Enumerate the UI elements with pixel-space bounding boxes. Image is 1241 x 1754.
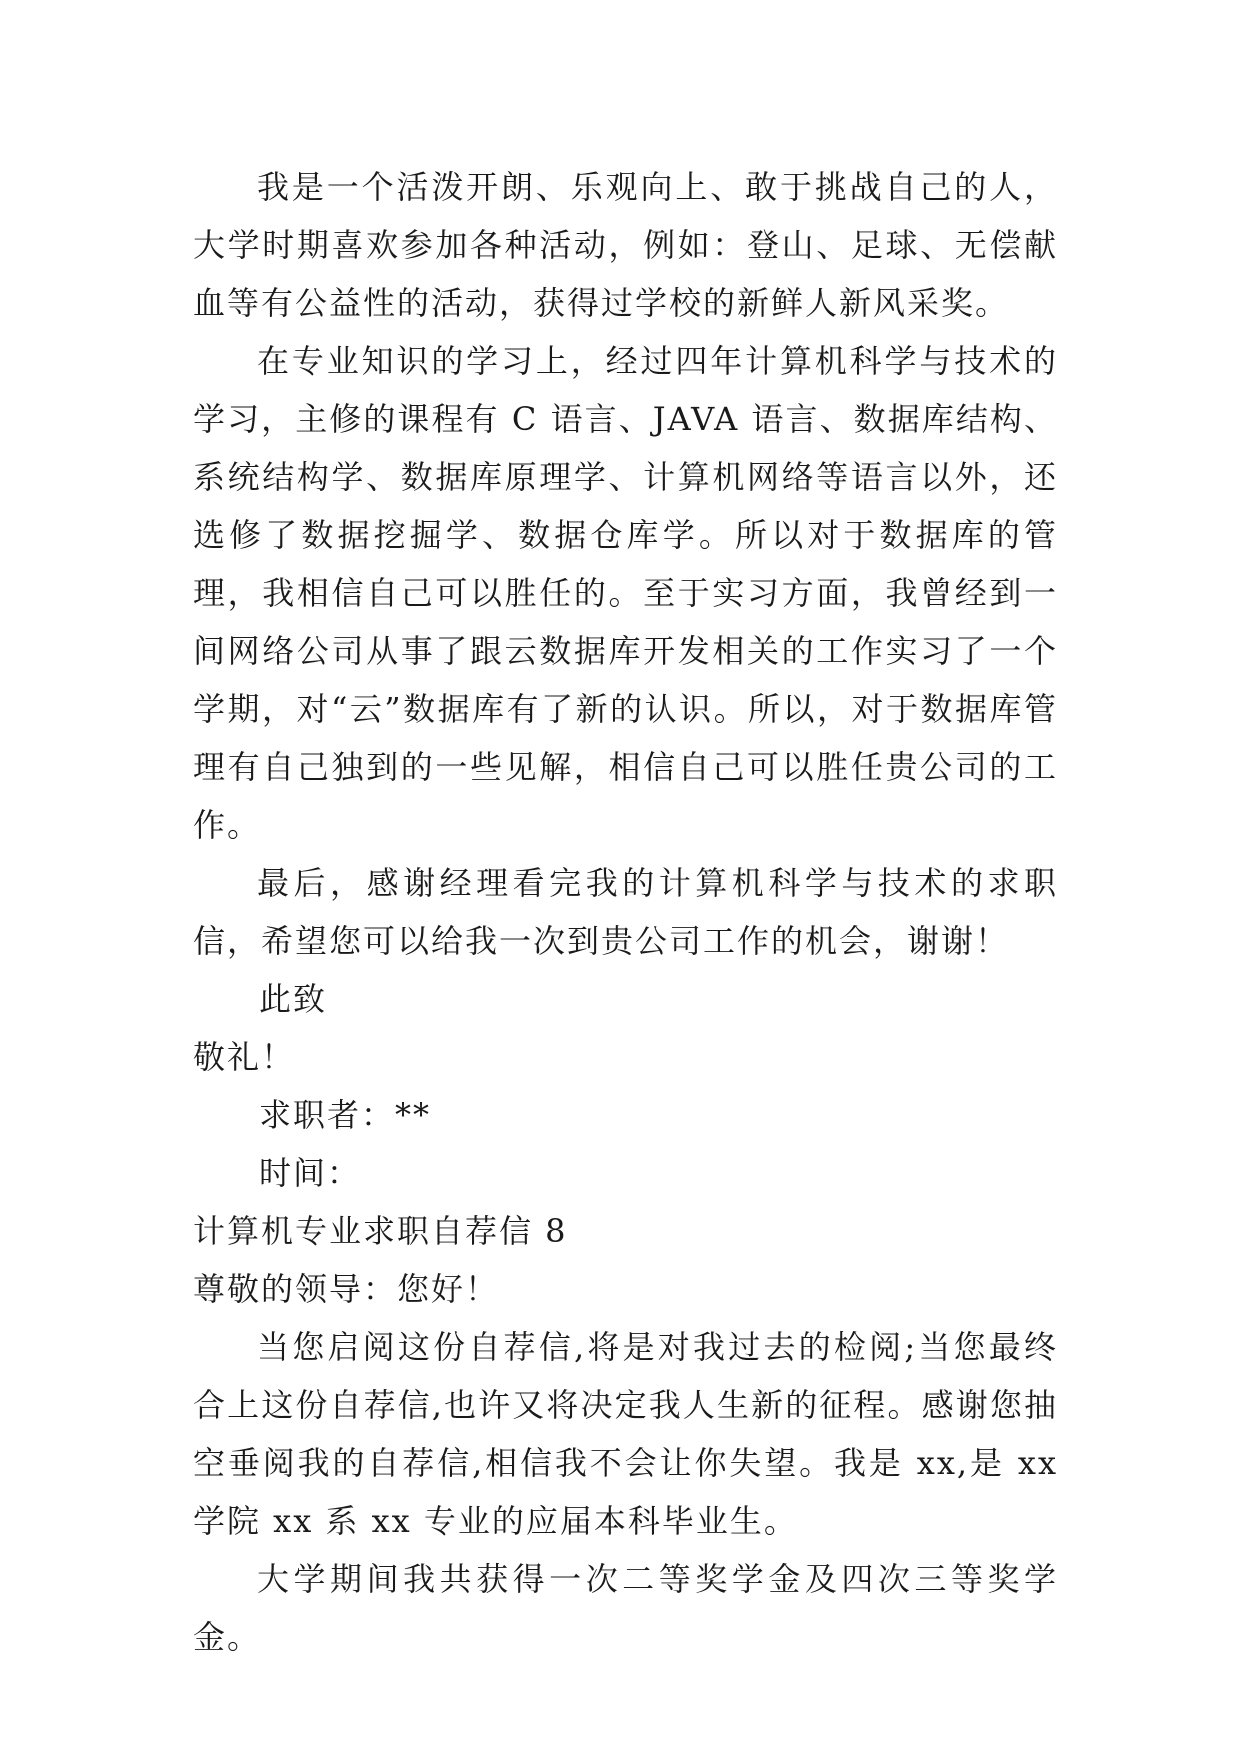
paragraph-opening: 当您启阅这份自荐信,将是对我过去的检阅;当您最终合上这份自荐信,也许又将决定我人生新的征程。感谢您抽空垂阅我的自荐信,相信我不会让你失望。我是 xx,是 xx 学院 xx 系 xx 专业的应届本科毕业生。 (193, 1328, 1058, 1540)
salutation-line: 尊敬的领导：您好！ (193, 1270, 500, 1308)
paragraph-professional-knowledge: 在专业知识的学习上，经过四年计算机科学与技术的学习，主修的课程有 C 语言、JAVA 语言、数据库结构、系统结构学、数据库原理学、计算机网络等语言以外，还选修了数据挖掘学、数据仓库学。所以对于数据库的管理，我相信自己可以胜任的。至于实习方面，我曾经到一间网络公司从事了跟云数据库开发相关的工作实习了一个学期，对“云”数据库有了新的认识。所以，对于数据库管理有自己独到的一些见解，相信自己可以胜任贵公司的工作。 (193, 342, 1058, 844)
time-line: 时间： (259, 1154, 362, 1192)
letter-body (193, 158, 1058, 1666)
regards-line: 敬礼！ (193, 1038, 296, 1076)
applicant-line: 求职者：** (259, 1096, 432, 1134)
closing-line: 此致 (259, 980, 328, 1018)
paragraph-scholarship: 大学期间我共获得一次二等奖学金及四次三等奖学金。 (193, 1560, 1058, 1656)
paragraph-thanks: 最后，感谢经理看完我的计算机科学与技术的求职信，希望您可以给我一次到贵公司工作的机会，谢谢！ (193, 864, 1058, 960)
section-title: 计算机专业求职自荐信 8 (193, 1212, 568, 1250)
paragraph-self-intro: 我是一个活泼开朗、乐观向上、敢于挑战自己的人，大学时期喜欢参加各种活动，例如：登山、足球、无偿献血等有公益性的活动，获得过学校的新鲜人新风采奖。 (193, 168, 1058, 322)
